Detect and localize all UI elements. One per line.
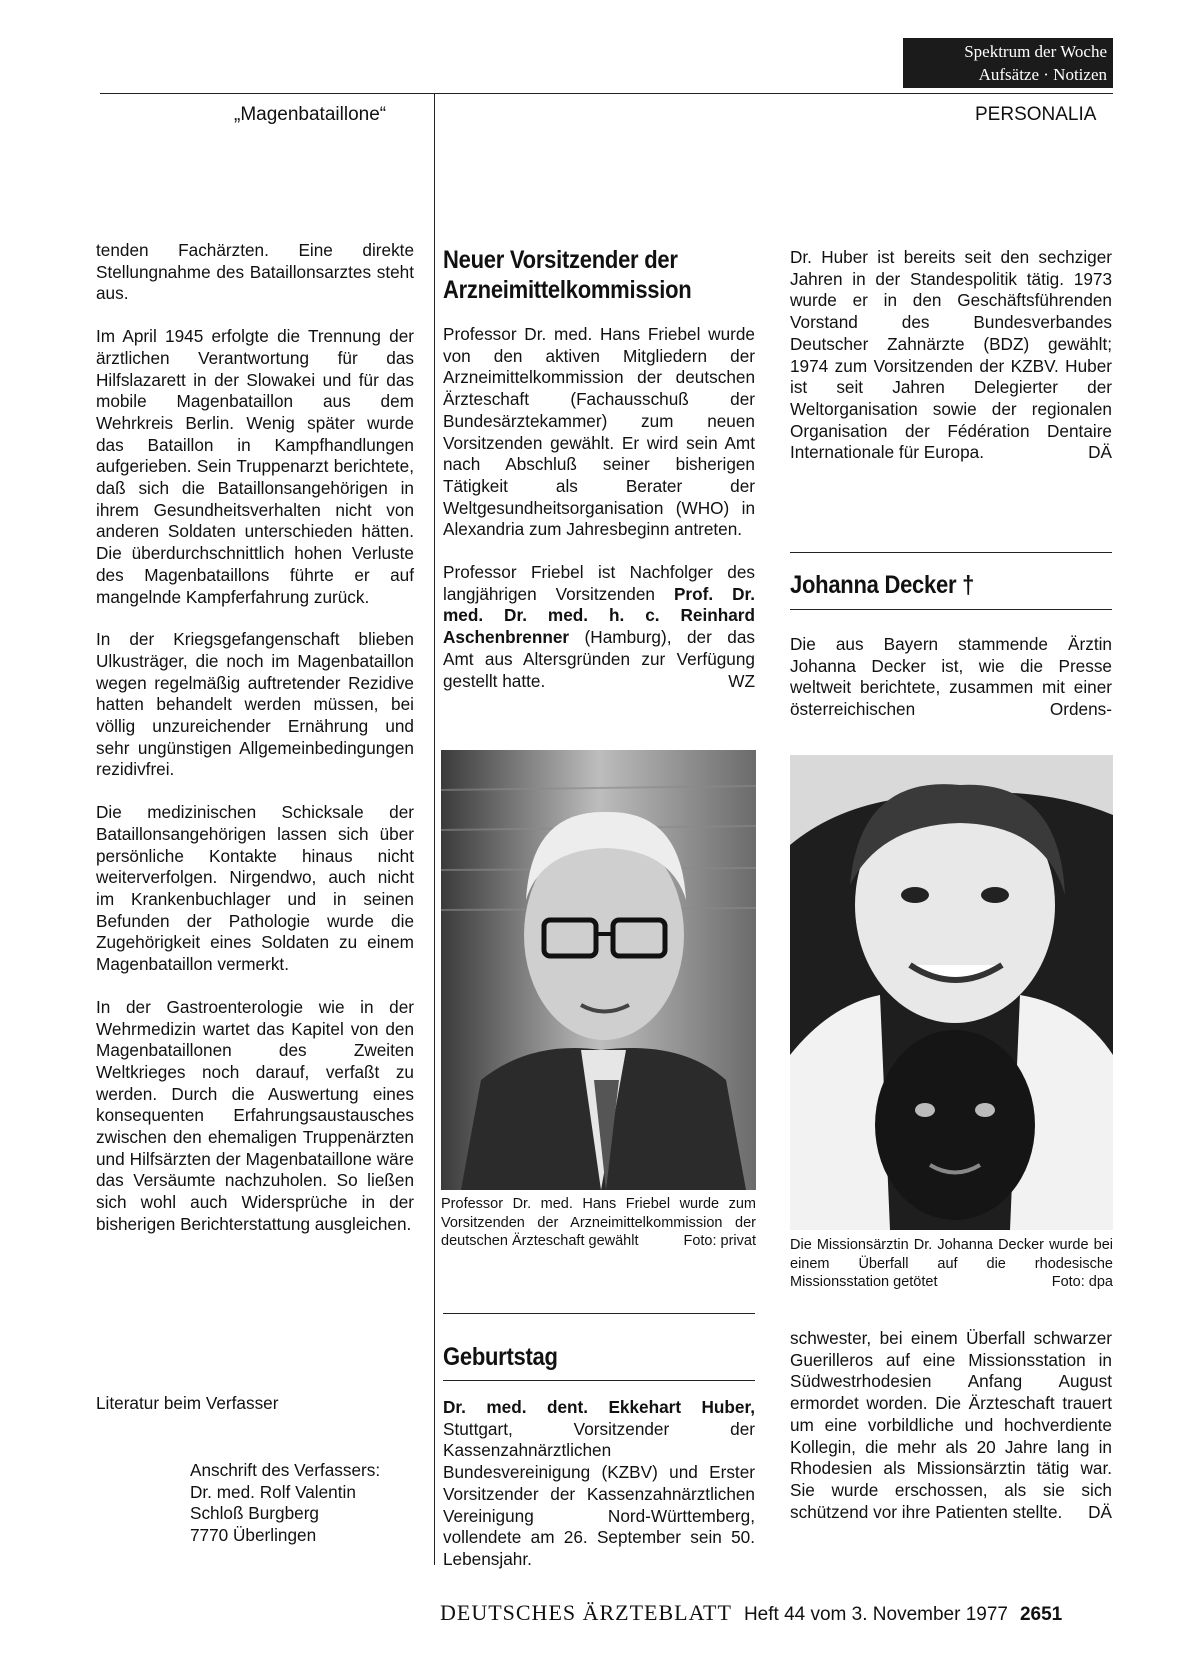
author-address	[190, 1460, 380, 1547]
portrait-man-image	[441, 750, 756, 1190]
friebel-caption-block	[441, 1195, 756, 1251]
address-city: 7770 Überlingen	[190, 1525, 317, 1546]
friebel-photo-credit: Foto: privat	[683, 1233, 756, 1249]
footer-issue: Heft 44 vom 3. November 1977	[743, 1604, 1008, 1625]
header-rule	[100, 93, 1113, 94]
p2-start: Professor Friebel ist Nachfolger des langjährigen Vorsitzenden	[443, 562, 755, 604]
left-paragraph-4: Die medizinischen Schicksale der Bataillonsangehörigen lassen sich über persönliche Kontakte hinaus nicht weiterverfolgen. Nirgendwo, auch nicht im Krankenbuchlager und in seinen Befunden der Pathologie wurde die Zugehörigkeit eines Soldaten zu einem Magenbataillon vermerkt.	[96, 802, 414, 975]
friebel-caption	[441, 1195, 756, 1251]
left-paragraph-5: In der Gastroenterologie wie in der Wehrmedizin wartet das Kapitel von den Magenbataillonen des Zweiten Weltkrieges noch darauf, verfaßt zu werden. Durch die Auswertung eines konsequenten Erfahrungsaustausches zwischen den ehemaligen Truppenärzten und Hilfsärzten der Magenbataillone wäre das Versäumte nachzuholen. So ließen sich wohl auch Widersprüche in der bisherigen Berichterstattung ausgleichen.	[96, 996, 414, 1234]
birthday-top-rule	[443, 1313, 755, 1314]
running-head-right: PERSONALIA	[975, 104, 1097, 125]
decker-caption	[790, 1236, 1113, 1292]
address-street: Schloß Burgberg	[190, 1503, 319, 1524]
portrait-woman-child-image	[790, 755, 1113, 1230]
decker-photo	[790, 755, 1113, 1230]
decker-photo-credit: Foto: dpa	[1051, 1274, 1113, 1290]
obit-top-rule	[790, 552, 1112, 553]
birthday-name: Dr. med. dent. Ekkehart Huber,	[443, 1397, 755, 1417]
column-divider	[434, 93, 435, 1565]
decker-caption-block	[790, 1236, 1113, 1292]
headline-johanna-decker: Johanna Decker †	[790, 571, 975, 599]
address-label: Anschrift des Verfassers:	[190, 1460, 381, 1480]
obit-bottom-rule	[790, 609, 1112, 610]
p2-signature: WZ	[728, 670, 755, 691]
p2-bold-name: Prof. Dr. med. Dr. med. h. c. Reinhard Aschenbrenner	[443, 583, 755, 648]
section-badge	[903, 38, 1113, 88]
left-paragraph-3: In der Kriegsgefangenschaft blieben Ulkusträger, die noch im Magenbataillon wegen regelmäßig auftretender Rezidive hatten behandelt werden müssen, bei völlig unzureichender Ernährung und sehr ungünstigen Allgemeinbedingungen rezidivfrei.	[96, 629, 414, 780]
decker-caption-text: Die Missionsärztin Dr. Johanna Decker wurde bei einem Überfall auf die rhodesische Missionsstation getötet	[790, 1237, 1113, 1290]
middle-paragraph-2	[443, 562, 755, 692]
right-column-top	[790, 247, 1112, 464]
left-paragraph-1: tenden Fachärzten. Eine direkte Stellungnahme des Bataillonsarztes steht aus.	[96, 240, 414, 304]
huber-text: Dr. Huber ist bereits seit den sechziger Jahren in der Standespolitik tätig. 1973 wurde er in den Geschäftsführenden Vorstand des Bundesverbandes Deutscher Zahnärzte (BDZ) gewählt; 1974 zum Vorsitzenden der KZBV. Huber ist seit Jahren Delegierter der Weltorganisation sowie der regionalen Organisation der Fédération Dentaire Internationale für Europa.	[790, 247, 1112, 463]
badge-line-1: Spektrum der Woche	[964, 42, 1107, 61]
left-column	[96, 240, 414, 1236]
footer	[440, 1600, 1120, 1626]
friebel-photo	[441, 750, 756, 1190]
badge-line-2: Aufsätze · Notizen	[978, 65, 1107, 84]
huber-signature: DÄ	[1088, 442, 1112, 463]
obit-signature: DÄ	[1088, 1501, 1112, 1522]
footer-journal: DEUTSCHES ÄRZTEBLATT	[440, 1600, 732, 1625]
huber-continued-paragraph	[790, 247, 1112, 464]
running-head-left: „Magenbataillone“	[234, 104, 387, 125]
obit-paragraph-1: Die aus Bayern stammende Ärztin Johanna Decker ist, wie die Presse weltweit berichtete, zusammen mit einer österreichischen Ordens-	[790, 634, 1112, 720]
obit-text-2: schwester, bei einem Überfall schwarzer Guerilleros auf eine Missionsstation in Südwestrhodesien Anfang August ermordet worden. Die Ärzteschaft trauert um eine vorbildliche und hochverdiente Kollegin, die mehr als 20 Jahre lang in Rhodesien als Missionsärztin tätig war. Sie wurde erschossen, als sie sich schützend vor ihre Patienten stellte.	[790, 1328, 1112, 1522]
friebel-caption-text: Professor Dr. med. Hans Friebel wurde zum Vorsitzenden der Arzneimittelkommission der deutschen Ärzteschaft gewählt	[441, 1196, 756, 1249]
birthday-bottom-rule	[443, 1380, 755, 1381]
middle-paragraph-1: Professor Dr. med. Hans Friebel wurde von den aktiven Mitgliedern der Arzneimittelkommission der deutschen Ärzteschaft (Fachausschuß der Bundesärztekammer) zum neuen Vorsitzenden gewählt. Er wird sein Amt nach Abschluß seiner bisherigen Tätigkeit als Berater der Weltgesundheitsorganisation (WHO) in Alexandria zum Jahresbeginn antreten.	[443, 324, 755, 540]
left-paragraph-2: Im April 1945 erfolgte die Trennung der ärztlichen Verantwortung für das Hilfslazarett in der Slowakei und für das mobile Magenbataillon aus dem Wehrkreis Berlin. Wenig später wurde das Bataillon in Kampfhandlungen aufgerieben. Sein Truppenarzt berichtete, daß sich die Bataillonsangehörigen in ihrem Gesundheitsverhalten nicht von anderen Soldaten unterschieden hätten. Die überdurchschnittlich hohen Verluste des Magenbataillons führte er auf mangelnde Kampferfahrung zurück.	[96, 326, 414, 607]
p2-end: (Hamburg), der das Amt aus Altersgründen zur Verfügung gestellt hatte.	[443, 627, 755, 691]
headline-arzneimittelkommission: Neuer Vorsitzender der Arzneimittelkommission	[443, 246, 692, 304]
middle-column	[443, 245, 755, 692]
headline-geburtstag: Geburtstag	[443, 1343, 558, 1371]
address-name: Dr. med. Rolf Valentin	[190, 1481, 356, 1502]
literature-note: Literatur beim Verfasser	[96, 1393, 279, 1413]
footer-page-number: 2651	[1019, 1604, 1063, 1625]
birthday-paragraph	[443, 1397, 755, 1571]
birthday-text: Stuttgart, Vorsitzender der Kassenzahnärztlichen Bundesvereinigung (KZBV) und Erster Vorsitzender der Kassenzahnärztlichen Vereinigung Nord-Württemberg, vollendete am 26. September sein 50. Lebensjahr.	[443, 1418, 755, 1569]
obit-paragraph-2	[790, 1328, 1112, 1523]
